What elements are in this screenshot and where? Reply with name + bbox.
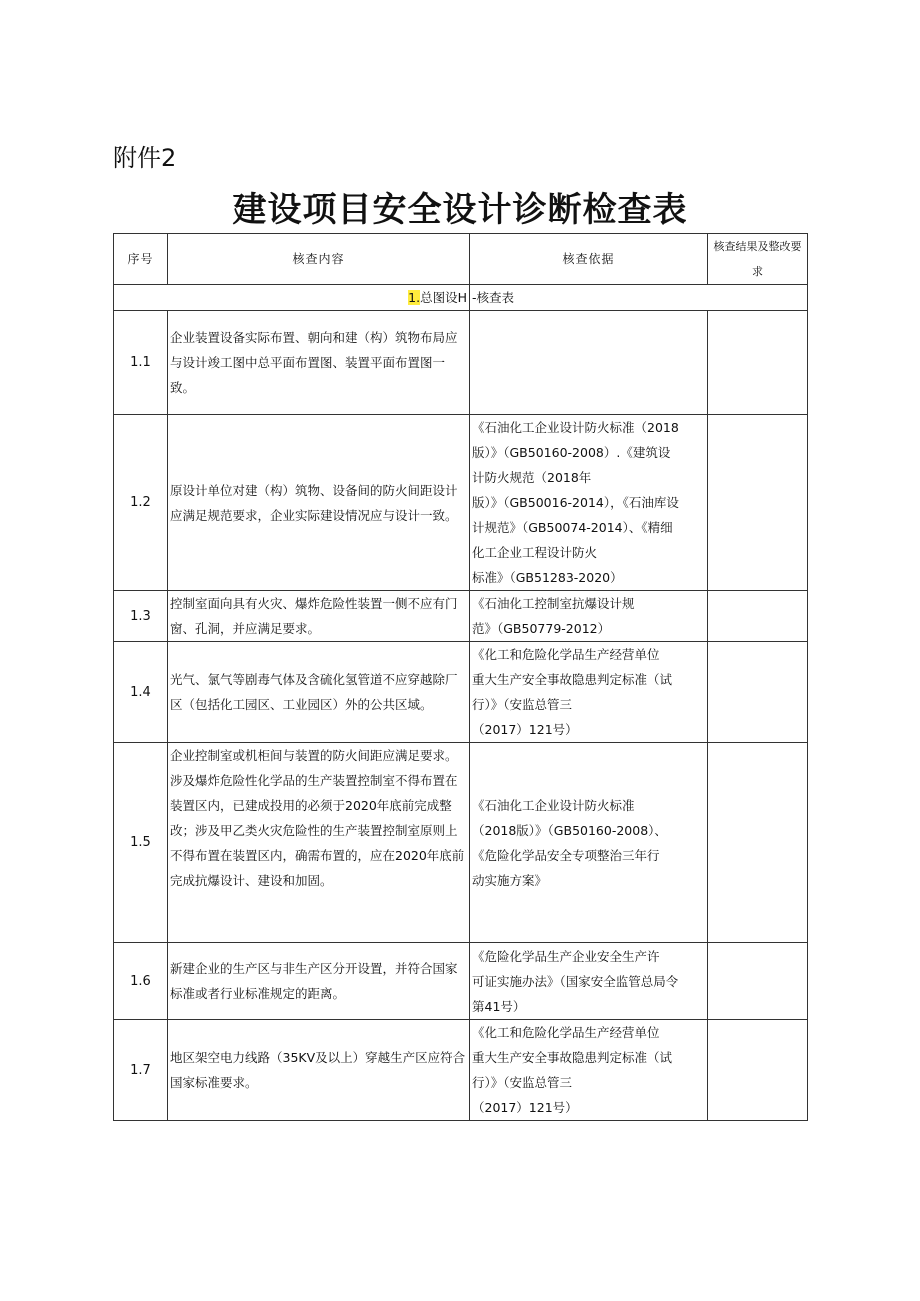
table-row [114,591,808,642]
row-result [708,415,808,591]
row-number: 1.2 [114,415,168,591]
basis-line: 重大生产安全事故隐患判定标准（试 [472,672,673,687]
basis-line: 标准》（GB51283-2020） [472,570,623,585]
row-result [708,311,808,415]
table-row [114,1020,808,1121]
row-basis [470,415,708,591]
basis-line: 《石油化工企业设计防火标准 [472,797,635,813]
basis-line: （2017）121号） [472,722,578,737]
row-content: 控制室面向具有火灾、爆炸危险性装置一侧不应有门窗、孔洞，并应满足要求。 [168,591,470,642]
row-basis [470,1020,708,1121]
row-basis [470,943,708,1020]
basis-line: 范》（GB50779-2012） [472,621,611,636]
row-number: 1.3 [114,591,168,642]
basis-line: （2017）121号） [472,1100,578,1115]
basis-line: 《石油化工控制室抗爆设计规 [472,596,635,611]
basis-line: 《石油化工企业设计防火标准（2018 [472,420,679,435]
section-number: 1. [408,290,421,305]
row-content: 光气、氯气等剧毒气体及含硫化氢管道不应穿越除厂区（包括化工园区、工业园区）外的公共区域。 [168,642,470,743]
row-content: 企业控制室或机柜间与装置的防火间距应满足要求。涉及爆炸危险性化学品的生产装置控制室不得布置在装置区内，已建成投用的必须于2020年底前完成整改；涉及甲乙类火灾危险性的生产装置控制室原则上不得布置在装置区内，确需布置的，应在2020年底前完成抗爆设计、建设和加固。 [168,743,470,943]
row-basis [470,642,708,743]
basis-line: 动实施方案》 [472,872,548,888]
row-content: 新建企业的生产区与非生产区分开设置，并符合国家标准或者行业标准规定的距离。 [168,943,470,1020]
row-content: 地区架空电力线路（35KV及以上）穿越生产区应符合国家标准要求。 [168,1020,470,1121]
page-title: 建设项目安全设计诊断检查表 [232,190,688,230]
row-number: 1.1 [114,311,168,415]
row-result [708,743,808,943]
row-result [708,1020,808,1121]
table-row [114,743,808,943]
basis-line: 《危险化学品安全专项整治三年行 [472,847,660,863]
section-title-left [114,285,470,311]
table-row [114,943,808,1020]
attachment-label: 附件2 [113,144,177,172]
table-row [114,415,808,591]
basis-line: 计防火规范（2018年 [472,470,592,485]
row-number: 1.4 [114,642,168,743]
header-content: 核查内容 [168,234,470,285]
basis-line: 可证实施办法》（国家安全监管总局令 [472,973,679,989]
section-title-right: -核查表 [470,285,808,311]
row-content: 企业装置设备实际布置、朝向和建（构）筑物布局应与设计竣工图中总平面布置图、装置平面布置图一致。 [168,311,470,415]
basis-line: 计规范》（GB50074-2014）、《精细 [472,520,673,535]
basis-line: （2018版）》（GB50160-2008）、 [472,822,667,838]
basis-line: 化工企业工程设计防火 [472,545,598,560]
basis-line: 《化工和危险化学品生产经营单位 [472,1025,660,1040]
table-body [114,311,808,1121]
row-result [708,943,808,1020]
row-content: 原设计单位对建（构）筑物、设备间的防火间距设计应满足规范要求，企业实际建设情况应与设计一致。 [168,415,470,591]
table-row [114,642,808,743]
row-number: 1.5 [114,743,168,943]
basis-line: 《危险化学品生产企业安全生产许 [472,948,660,964]
row-number: 1.7 [114,1020,168,1121]
header-basis: 核查依据 [470,234,708,285]
row-basis [470,591,708,642]
row-result [708,642,808,743]
basis-line: 行）》（安监总管三 [472,1075,573,1090]
section-text-left: 总图设H [420,290,467,305]
section-row [114,285,808,311]
header-no: 序号 [114,234,168,285]
row-basis [470,743,708,943]
basis-line: 重大生产安全事故隐患判定标准（试 [472,1050,673,1065]
basis-line: 行）》（安监总管三 [472,697,573,712]
header-result: 核查结果及整改要求 [708,234,808,285]
row-basis [470,311,708,415]
table-row [114,311,808,415]
row-number: 1.6 [114,943,168,1020]
basis-line: 版）》（GB50016-2014），《石油库设 [472,495,679,510]
basis-line: 《化工和危险化学品生产经营单位 [472,647,660,662]
basis-line: 第41号） [472,998,526,1014]
row-result [708,591,808,642]
check-table [113,233,808,1121]
table-header-row [114,234,808,285]
basis-line: 版）》（GB50160-2008）.《建筑设 [472,445,671,460]
